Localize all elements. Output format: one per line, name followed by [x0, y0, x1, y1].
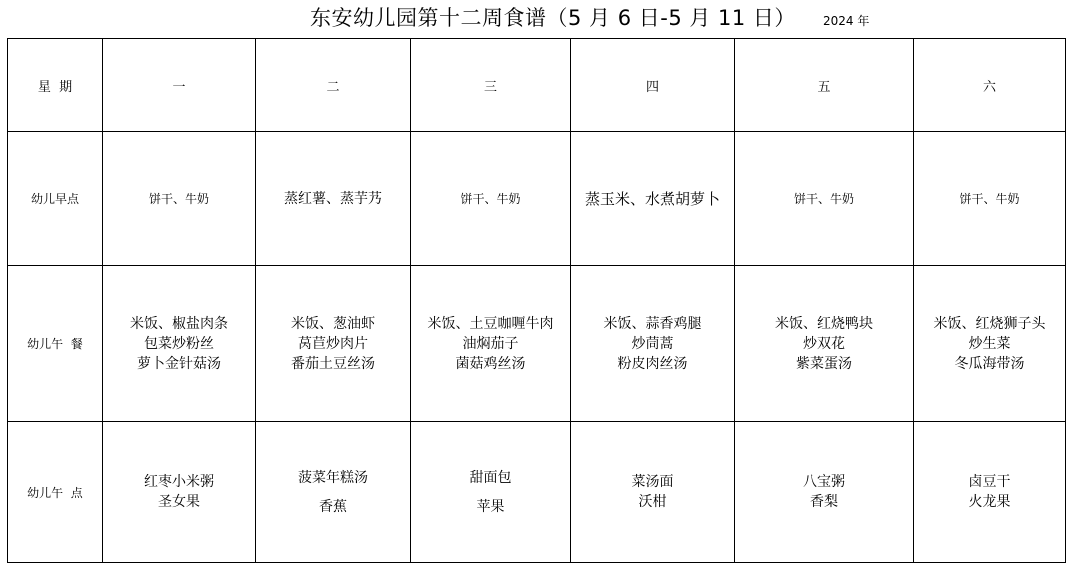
snack-cell-fri: 八宝粥 香梨 [735, 422, 914, 563]
snack-cell-wed: 甜面包 苹果 [411, 422, 571, 563]
lunch-cell-fri: 米饭、红烧鸭块 炒双花 紫菜蛋汤 [735, 266, 914, 422]
day-header-sat: 六 [914, 39, 1066, 132]
weekly-menu-table [7, 38, 1066, 563]
snack-cell-tue: 菠菜年糕汤 香蕉 [256, 422, 411, 563]
lunch-row [8, 266, 1066, 422]
snack-cell-mon: 红枣小米粥 圣女果 [103, 422, 256, 563]
lunch-cell-sat: 米饭、红烧狮子头 炒生菜 冬瓜海带汤 [914, 266, 1066, 422]
day-header-wed: 三 [411, 39, 571, 132]
row-label-lunch: 幼儿午 餐 [8, 266, 103, 422]
breakfast-row [8, 132, 1066, 266]
lunch-cell-wed: 米饭、土豆咖喱牛肉 油焖茄子 菌菇鸡丝汤 [411, 266, 571, 422]
breakfast-cell-sat: 饼干、牛奶 [914, 132, 1066, 266]
breakfast-cell-mon: 饼干、牛奶 [103, 132, 256, 266]
breakfast-cell-fri: 饼干、牛奶 [735, 132, 914, 266]
day-header-thu: 四 [571, 39, 735, 132]
lunch-cell-tue: 米饭、葱油虾 莴苣炒肉片 番茄土豆丝汤 [256, 266, 411, 422]
snack-row [8, 422, 1066, 563]
row-label-breakfast: 幼儿早点 [8, 132, 103, 266]
day-header-fri: 五 [735, 39, 914, 132]
day-header-tue: 二 [256, 39, 411, 132]
breakfast-cell-tue: 蒸红薯、蒸芋艿 [256, 132, 411, 266]
breakfast-cell-thu: 蒸玉米、水煮胡萝卜 [571, 132, 735, 266]
snack-cell-thu: 菜汤面 沃柑 [571, 422, 735, 563]
year-label: 2024 年 [823, 14, 870, 28]
row-label-snack: 幼儿午 点 [8, 422, 103, 563]
page-title: 东安幼儿园第十二周食谱（5 月 6 日-5 月 11 日） [310, 6, 796, 30]
corner-cell: 星 期 [8, 39, 103, 132]
snack-cell-sat: 卤豆干 火龙果 [914, 422, 1066, 563]
title-bar [0, 4, 1079, 34]
day-header-mon: 一 [103, 39, 256, 132]
lunch-cell-mon: 米饭、椒盐肉条 包菜炒粉丝 萝卜金针菇汤 [103, 266, 256, 422]
lunch-cell-thu: 米饭、蒜香鸡腿 炒茼蒿 粉皮肉丝汤 [571, 266, 735, 422]
breakfast-cell-wed: 饼干、牛奶 [411, 132, 571, 266]
header-row [8, 39, 1066, 132]
